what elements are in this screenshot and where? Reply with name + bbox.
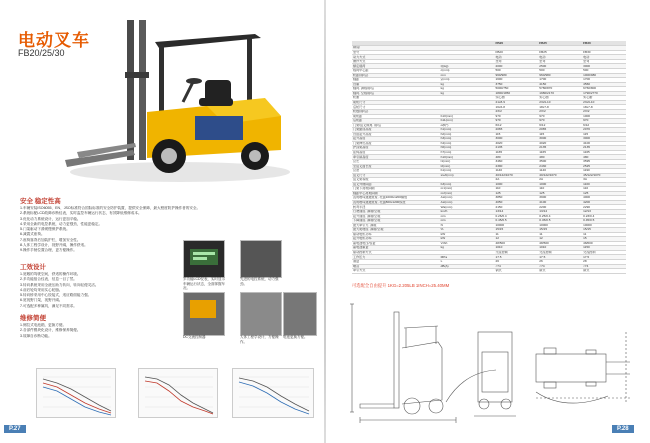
table-cell: 500 [494, 69, 538, 74]
table-cell: 总宽 [352, 169, 440, 174]
table-cell: 115 [582, 132, 626, 137]
table-cell: 1600 [494, 78, 538, 83]
performance-chart-1 [36, 368, 116, 418]
spec-note: 可选配全自由提升 1KG=2.205LB 1INCH=25.40MM [352, 283, 450, 288]
table-cell: 4100 [582, 141, 626, 146]
table-cell: 6760/800 [582, 87, 626, 92]
table-cell: 13/14 [538, 209, 582, 214]
table-cell: 1165 [494, 150, 538, 155]
table-cell: 电动 [538, 55, 582, 60]
table-cell: 噪音 [352, 264, 440, 269]
table-cell: 轴距中心离地间隙 [352, 191, 440, 196]
table-cell: 行驶速度, 满载/空载 [352, 209, 440, 214]
table-cell: 12 [494, 237, 538, 242]
table-cell: m2(mm) [440, 191, 478, 196]
table-cell: h2(mm) [440, 132, 478, 137]
table-cell: 3460 [494, 159, 538, 164]
table-cell: 1010 [538, 246, 582, 251]
table-cell: kW [440, 232, 478, 237]
table-cell: 3595 [582, 159, 626, 164]
table-cell: 17.5 [582, 255, 626, 260]
table-cell: kg [440, 87, 478, 92]
list-item: 6.减震式座椅。 [20, 232, 45, 237]
table-cell: 480 [538, 155, 582, 160]
table-cell: 4020 [538, 141, 582, 146]
page-number-left: P.27 [4, 425, 26, 433]
table-cell: 3850 [494, 196, 538, 201]
table-cell: 0.25/0.4 [538, 214, 582, 219]
table-cell: 门架伸出高度 [352, 141, 440, 146]
table-cell: 13/14 [494, 209, 538, 214]
table-cell: MPa [440, 255, 478, 260]
table-cell: 1100 [582, 182, 626, 187]
list-item: 2.多功能组合仪表，信息一目了然。 [20, 277, 77, 282]
table-cell: 110 [494, 187, 538, 192]
table-cell: 前轮距 [352, 114, 440, 119]
list-item: 8.人体工程学设计，视野开阔，操作舒适。 [20, 243, 88, 248]
list-item: 2.系统标配LCD故障诊断仪表，实时监控车辆运行状态，有效降低维修成本。 [20, 211, 142, 216]
table-cell: 轴距 [352, 78, 440, 83]
table-cell: 电动 [582, 55, 626, 60]
table-cell: h3(mm) [440, 137, 478, 142]
table-cell: 牵引方式 [352, 269, 440, 274]
table-cell: 1010 [494, 246, 538, 251]
table-cell: 销式 [538, 269, 582, 274]
table-cell: 3000 [582, 137, 626, 142]
table-cell: 操作方式 [352, 59, 440, 64]
table-cell: 6/12 [538, 123, 582, 128]
table-cell: 门架下离地间隙 [352, 187, 440, 192]
table-cell: 轮数(前/后) [352, 109, 440, 114]
table-cell: kg [440, 82, 478, 87]
table-cell: 实心胎 [494, 96, 538, 101]
table-cell: 驱动电机功率 [352, 232, 440, 237]
table-header-cell: FB25 [538, 41, 582, 46]
table-cell: 2525 [582, 164, 626, 169]
table-cell: kW [440, 237, 478, 242]
table-cell: FB25 [538, 50, 582, 55]
table-cell: b1(mm) [440, 169, 478, 174]
forklift-illustration [55, 12, 300, 187]
table-cell: Q(kg) [440, 64, 478, 69]
list-item: 4.采用全新的电控系统，动力更强劲，性能更稳定。 [20, 221, 103, 226]
performance-chart-3 [232, 368, 314, 418]
table-cell: 坐驾 [494, 59, 538, 64]
table-cell: 直角堆垛通道宽度, 托盘800x1200纵放 [352, 200, 440, 205]
page-number-right: P.28 [612, 425, 634, 433]
table-cell: l1(mm) [440, 159, 478, 164]
table-cell: 实心胎 [582, 96, 626, 101]
caption: 电池更换方便。 [283, 335, 308, 339]
table-cell: 125 [582, 191, 626, 196]
table-cell: 1980/2170 [538, 91, 582, 96]
list-item: 1.侧拉式电池箱，更换方便。 [20, 323, 67, 327]
table-cell: 2290 [582, 205, 626, 210]
table-cell: 5780/870 [538, 87, 582, 92]
table-cell: 轮距(前/后) [352, 73, 440, 78]
seat-photo [240, 292, 282, 336]
battery-access-photo [283, 292, 317, 336]
table-cell: 115 [494, 132, 538, 137]
table-cell [440, 269, 478, 274]
table-cell: Ast(mm) [440, 196, 478, 201]
table-cell: 座椅高度 [352, 150, 440, 155]
caption: DC交流控制器 [183, 335, 206, 339]
table-cell: 1165 [538, 150, 582, 155]
table-cell: 12 [538, 237, 582, 242]
table-cell: 轴荷, 满载前/后 [352, 87, 440, 92]
table-cell: 3750 [494, 82, 538, 87]
table-cell: N [440, 223, 478, 228]
table-cell: 1190 [582, 169, 626, 174]
table-cell: 牵引销高度 [352, 155, 440, 160]
table-cell: 1000/980 [582, 73, 626, 78]
table-cell: 3A [582, 178, 626, 183]
table-cell: 4000 [582, 196, 626, 201]
list-item: 1.车辆安装ISO6055、EN、JSO标准符合国际标准的安全防护装置，提供安全保障，最大程度防护操作者的安全。 [20, 206, 201, 210]
table-cell: 21x8-9 [494, 100, 538, 105]
performance-chart-2 [138, 368, 218, 418]
table-cell: 16x6-8 [494, 105, 538, 110]
table-cell: 48/600 [582, 241, 626, 246]
table-cell: 15/15 [494, 228, 538, 233]
table-cell: 油量 [352, 260, 440, 265]
table-cell: 货叉外侧间距 [352, 182, 440, 187]
caption: 多功能LCD仪表，实时显示车辆运行状态，全面掌握车况。 [183, 277, 226, 291]
table-cell: 2135 [538, 146, 582, 151]
table-cell: 4200 [582, 200, 626, 205]
table-cell: 实心胎 [538, 96, 582, 101]
table-cell: 载荷中心距 [352, 69, 440, 74]
table-cell: 110 [538, 187, 582, 192]
table-cell: 17.5 [538, 255, 582, 260]
table-cell: 11 [538, 232, 582, 237]
table-cell: 2000 [494, 64, 538, 69]
table-cell: 轮胎 [352, 96, 440, 101]
table-header-cell: FB30 [582, 41, 626, 46]
table-cell: 28 [582, 260, 626, 265]
table-cell: kg [440, 246, 478, 251]
table-cell: 额定载荷 [352, 64, 440, 69]
table-cell: 40/122/1070 [538, 173, 582, 178]
table-cell: 0.45/0.5 [538, 219, 582, 224]
table-cell: 4050 [494, 200, 538, 205]
table-cell: 蓄电池重量 [352, 246, 440, 251]
table-cell: b10(mm) [440, 114, 478, 119]
technical-drawing [346, 292, 634, 428]
table-cell: FB30 [582, 50, 626, 55]
table-cell: m/s [440, 219, 478, 224]
table-cell: 轴荷, 空载前/后 [352, 91, 440, 96]
table-cell: h7(mm) [440, 150, 478, 155]
table-cell: 26 [538, 260, 582, 265]
caption: 先进的电控系统，动力强劲。 [240, 277, 279, 286]
ergonomics-list [20, 272, 170, 309]
table-cell: 动力方式 [352, 55, 440, 60]
table-cell: mm [440, 73, 478, 78]
table-cell: 15/15 [538, 228, 582, 233]
table-cell: 2065 [538, 128, 582, 133]
spec-table [352, 41, 626, 274]
table-cell: 1150 [582, 246, 626, 251]
table-cell: 起升速度, 满载/空载 [352, 214, 440, 219]
table-cell: 1140 [494, 169, 538, 174]
table-cell: 10000 [538, 223, 582, 228]
table-cell: 护顶架高度 [352, 146, 440, 151]
table-cell: Wa(mm) [440, 205, 478, 210]
table-cell: 960/980 [494, 73, 538, 78]
table-cell: h10(mm) [440, 155, 478, 160]
table-cell: 970 [582, 119, 626, 124]
table-cell: 2390 [494, 164, 538, 169]
table-cell: 115 [538, 132, 582, 137]
table-cell: kg [440, 91, 478, 96]
table-cell: % [440, 228, 478, 233]
table-cell: 1700 [538, 78, 582, 83]
table-cell: 制造厂 [352, 46, 440, 51]
table-cell: 电动 [494, 55, 538, 60]
table-cell: 2200 [538, 205, 582, 210]
table-cell: 1000 [538, 182, 582, 187]
table-cell: 总长 [352, 159, 440, 164]
table-cell: m1(mm) [440, 187, 478, 192]
table-cell: 工作压力 [352, 255, 440, 260]
table-cell: 2X/2 [582, 109, 626, 114]
table-cell [478, 269, 494, 274]
table-cell: <74 [582, 264, 626, 269]
table-cell: 6/12 [494, 123, 538, 128]
caption: 人体工程学设计，方便操作。 [240, 335, 279, 344]
table-cell: 2430 [538, 164, 582, 169]
list-item: 1.宽敞的驾驶空间，舒适的操作环境。 [20, 272, 81, 276]
list-item: 3.优化动力系统设计，运行更加平稳。 [20, 216, 81, 221]
table-cell: 坐驾 [582, 59, 626, 64]
list-item: 2.各部件模块化设计，维修保养简便。 [20, 328, 81, 333]
table-cell: 23x9-10 [582, 100, 626, 105]
table-cell: 3500 [538, 159, 582, 164]
table-cell: Ast(mm) [440, 200, 478, 205]
table-cell: b11(mm) [440, 119, 478, 124]
table-cell: 125 [538, 191, 582, 196]
table-cell: 48/500 [494, 241, 538, 246]
table-cell: 门架/货叉倾角, 前/后 [352, 123, 440, 128]
table-cell: 1000 [582, 114, 626, 119]
table-cell: 2135 [582, 146, 626, 151]
lcd-icon [184, 241, 224, 277]
table-cell: 970 [494, 119, 538, 124]
table-cell: 10000 [494, 223, 538, 228]
table-cell: 门架缩回高度 [352, 128, 440, 133]
table-cell: 4150 [538, 82, 582, 87]
page-gutter [324, 0, 326, 443]
table-cell: 3900 [538, 196, 582, 201]
table-cell: 17.5 [494, 255, 538, 260]
table-cell: 2150 [494, 205, 538, 210]
table-cell: 18x7-8 [582, 105, 626, 110]
table-cell: 110 [582, 187, 626, 192]
table-cell: 480 [494, 155, 538, 160]
section-heading-ergonomics: 工效设计 [20, 264, 46, 271]
table-cell: 11 [494, 232, 538, 237]
table-cell: 下降速度, 满载/空载 [352, 219, 440, 224]
table-cell: 5000/750 [494, 87, 538, 92]
table-cell: 4020 [494, 141, 538, 146]
table-cell: 销式 [494, 269, 538, 274]
table-cell: 至货叉面长度 [352, 164, 440, 169]
table-cell: 后轮尺寸 [352, 105, 440, 110]
table-cell: 26 [494, 260, 538, 265]
list-item: 6.宽视野门架，视野开阔。 [20, 298, 63, 303]
lcd-panel-photo [183, 240, 225, 278]
table-cell: 45/122/1070 [582, 173, 626, 178]
table-cell: 2A [538, 178, 582, 183]
table-cell: 500 [538, 69, 582, 74]
list-item: 7.可选配多种属具，满足不同需求。 [20, 303, 77, 308]
table-cell: dB(A) [440, 264, 478, 269]
table-cell: 18x7-8 [538, 105, 582, 110]
page-title: 电动叉车 [18, 31, 90, 50]
table-cell: 货叉尺寸 [352, 173, 440, 178]
table-cell: c(mm) [440, 69, 478, 74]
table-cell: 交流控制 [538, 250, 582, 255]
table-cell: 转弯半径 [352, 205, 440, 210]
table-cell: 4100 [538, 200, 582, 205]
table-cell: 1165 [582, 150, 626, 155]
table-cell: 坐驾 [538, 59, 582, 64]
table-cell: 蓄电池电压/容量 [352, 241, 440, 246]
list-item: 9.操作手柄位置合理，更方便操作。 [20, 248, 77, 253]
table-cell: <74 [494, 264, 538, 269]
table-header-cell: FB20 [494, 41, 538, 46]
list-item: 5.转向桥采用中心铰接式，适应路面能力强。 [20, 293, 92, 298]
table-cell: 2065 [494, 128, 538, 133]
table-cell: l2(mm) [440, 164, 478, 169]
table-cell: h4(mm) [440, 141, 478, 146]
table-cell: 2X/2 [494, 109, 538, 114]
table-cell: FB20 [494, 50, 538, 55]
table-cell: 最大爬坡度, 满载/空载 [352, 228, 440, 233]
table-cell: V/Ah [440, 241, 478, 246]
table-cell: 1140 [538, 169, 582, 174]
table-cell: 4560 [582, 82, 626, 87]
list-item: 7.座椅靠背后加装护栏，增加安全性。 [20, 237, 81, 242]
table-cell: 自重 [352, 82, 440, 87]
table-cell: 15/15 [582, 228, 626, 233]
section-heading-safety: 安全 稳定性高 [20, 198, 61, 205]
table-cell: 2070 [582, 128, 626, 133]
table-cell: 交流控制 [494, 250, 538, 255]
table-cell: 970 [538, 119, 582, 124]
table-cell: 2500 [538, 64, 582, 69]
table-cell: b3(mm) [440, 182, 478, 187]
table-cell: 2A [494, 178, 538, 183]
table-cell: 1790/2770 [582, 91, 626, 96]
table-cell: 0.26/0.4 [494, 214, 538, 219]
table-cell: h1(mm) [440, 128, 478, 133]
list-item: 4.前后轮均采用实心轮胎。 [20, 287, 63, 292]
table-cell: 起升电机功率 [352, 237, 440, 242]
table-cell: <74 [538, 264, 582, 269]
table-cell: 1000 [494, 182, 538, 187]
table-cell: 40/122/1070 [494, 173, 538, 178]
table-cell: 15 [582, 237, 626, 242]
table-cell: 0.45/0.5 [494, 219, 538, 224]
table-cell: 驱动控制方式 [352, 250, 440, 255]
table-cell: 货叉架等级 [352, 178, 440, 183]
table-cell: 2135 [494, 146, 538, 151]
table-cell: 970 [494, 114, 538, 119]
table-cell: 970 [538, 114, 582, 119]
table-cell: 480 [582, 155, 626, 160]
table-cell: h6(mm) [440, 146, 478, 151]
table-cell: km/h [440, 209, 478, 214]
table-cell: 1700 [582, 78, 626, 83]
table-cell: 500 [582, 69, 626, 74]
table-cell: 销式 [582, 269, 626, 274]
table-cell: s/e/l(mm) [440, 173, 478, 178]
table-cell: 3000 [582, 64, 626, 69]
table-cell: 型号 [352, 50, 440, 55]
table-cell: 前轮尺寸 [352, 100, 440, 105]
table-row [352, 269, 626, 274]
table-cell: 2X/2 [538, 109, 582, 114]
table-cell: 11 [582, 232, 626, 237]
table-cell: 10000 [582, 223, 626, 228]
table-cell: m/s [440, 214, 478, 219]
table-cell: 1800/1950 [494, 91, 538, 96]
table-cell: 48/500 [538, 241, 582, 246]
table-cell: L [440, 260, 478, 265]
table-cell: 12/13 [582, 209, 626, 214]
table-cell: 最大牵引力, 满载 [352, 223, 440, 228]
list-item: 3.故障自诊断功能。 [20, 333, 52, 338]
table-cell: 0.23/0.4 [582, 214, 626, 219]
table-cell: 0.45/0.5 [582, 219, 626, 224]
table-cell: 125 [494, 191, 538, 196]
list-item: 3.转向系统采用全液压助力转向，转向轻便灵活。 [20, 282, 99, 287]
table-cell: 960/980 [538, 73, 582, 78]
list-item: 5.门架驱动下滑缓慢保护系统。 [20, 227, 70, 232]
table-cell: y(mm) [440, 78, 478, 83]
table-cell: 6/12 [582, 123, 626, 128]
table-cell: 后轮距 [352, 119, 440, 124]
controller-photo [240, 240, 282, 278]
table-cell: 自由起升高度 [352, 132, 440, 137]
section-heading-maintenance: 维修简便 [20, 315, 46, 322]
table-cell: 3000 [494, 137, 538, 142]
table-cell: α/β(°) [440, 123, 478, 128]
battery-icon [190, 300, 216, 318]
table-cell: 3000 [538, 137, 582, 142]
table-cell: 交流控制 [582, 250, 626, 255]
table-cell: 起升高度 [352, 137, 440, 142]
table-cell: 直角堆垛通道宽度, 托盘1000x1200横放 [352, 196, 440, 201]
table-cell: 23x9-10 [538, 100, 582, 105]
maintenance-list [20, 323, 170, 339]
model-subtitle: FB20/25/30 [18, 48, 65, 58]
